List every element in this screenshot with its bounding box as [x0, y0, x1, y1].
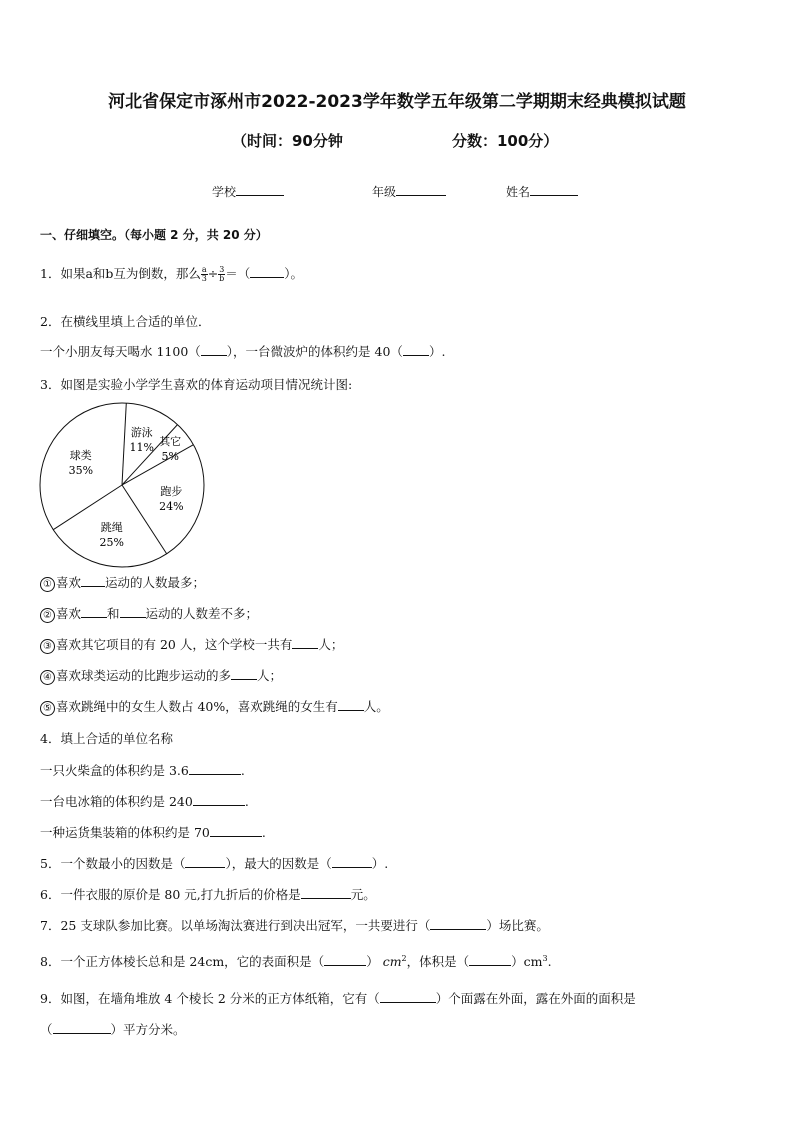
answer-blank[interactable]: [380, 991, 436, 1003]
question-2-line-2: 一个小朋友每天喝水 1100（ ），一台微波炉的体积约是 40（ ）.: [40, 344, 446, 359]
exam-time: （时间：90分钟: [232, 132, 343, 150]
answer-blank[interactable]: [81, 575, 105, 587]
pie-label-category: 球类: [69, 449, 92, 463]
pie-label-percent: 5%: [161, 449, 179, 463]
question-3-sub-1: ① 喜欢 运动的人数最多；: [40, 573, 205, 592]
answer-blank[interactable]: [193, 794, 245, 806]
answer-blank[interactable]: [469, 954, 511, 966]
answer-blank[interactable]: [210, 825, 262, 837]
question-8: 8．一个正方体棱长总和是 24cm，它的表面积是（ ） $cm^2$，体积是（ ）$cm^3$.: [40, 953, 552, 969]
question-7: 7．25 支球队参加比赛。以单场淘汰赛进行到决出冠军，一共要进行（ ）场比赛。: [40, 918, 549, 933]
question-4-c: 一种运货集装箱的体积约是 70 .: [40, 825, 266, 840]
answer-blank[interactable]: [250, 266, 284, 278]
question-3-sub-2: ② 喜欢 和 运动的人数差不多；: [40, 604, 258, 623]
question-4-b: 一台电冰箱的体积约是 240 .: [40, 794, 249, 809]
question-2: 2．在横线里填上合适的单位．: [40, 314, 211, 329]
answer-blank[interactable]: [332, 856, 372, 868]
question-3: 3．如图是实验小学学生喜欢的体育运动项目情况统计图:: [40, 377, 353, 392]
question-1: 1．如果a和b互为倒数，那么 $\frac{a}{3}$ ÷ $\frac{3}{b}$ ＝（ ）。: [40, 265, 304, 283]
question-4-a: 一只火柴盒的体积约是 3.6 .: [40, 763, 245, 778]
answer-blank[interactable]: [338, 699, 364, 711]
answer-blank[interactable]: [301, 887, 351, 899]
answer-blank[interactable]: [430, 918, 486, 930]
answer-blank[interactable]: [231, 668, 257, 680]
question-3-sub-5: ⑤ 喜欢跳绳中的女生人数占 40%，喜欢跳绳的女生有 人。: [40, 697, 389, 716]
question-9: 9．如图，在墙角堆放 4 个棱长 2 分米的正方体纸箱，它有（ ）个面露在外面，露在外面的面积是: [40, 991, 636, 1006]
pie-label-category: 其它: [159, 434, 182, 448]
answer-blank[interactable]: [53, 1022, 111, 1034]
pie-label-percent: 35%: [68, 464, 94, 478]
page-title: 河北省保定市涿州市2022-2023学年数学五年级第二学期期末经典模拟试题: [108, 92, 686, 112]
question-4: 4．填上合适的单位名称: [40, 731, 173, 746]
section-heading: 一、仔细填空。（每小题 2 分，共 20 分）: [40, 228, 268, 242]
pie-label-percent: 25%: [99, 536, 124, 550]
pie-slice-游泳: [122, 403, 126, 485]
question-3-sub-3: ③ 喜欢其它项目的有 20 人，这个学校一共有 人；: [40, 635, 343, 654]
answer-blank[interactable]: [189, 763, 241, 775]
pie-label-percent: 11%: [129, 441, 154, 455]
name-field[interactable]: 姓名: [506, 183, 578, 200]
exam-score: 分数：100分）: [452, 132, 559, 150]
answer-blank[interactable]: [201, 344, 227, 356]
answer-blank[interactable]: [81, 606, 107, 618]
fraction-3-over-b: $\frac{3}{b}$: [219, 265, 225, 283]
answer-blank[interactable]: [324, 954, 366, 966]
question-9-line-2: （ ）平方分米。: [40, 1022, 186, 1037]
pie-label-percent: 24%: [159, 500, 184, 514]
pie-label-category: 跑步: [160, 485, 183, 499]
grade-field[interactable]: 年级: [372, 183, 446, 200]
school-field[interactable]: 学校: [212, 183, 284, 200]
answer-blank[interactable]: [120, 606, 146, 618]
fraction-a-over-3: $\frac{a}{3}$: [201, 265, 207, 283]
pie-label-category: 游泳: [130, 426, 153, 440]
answer-blank[interactable]: [185, 856, 225, 868]
question-5: 5．一个数最小的因数是（ ），最大的因数是（ ）.: [40, 856, 389, 871]
question-6: 6．一件衣服的原价是 80 元,打九折后的价格是 元。: [40, 887, 376, 902]
answer-blank[interactable]: [292, 637, 318, 649]
answer-blank[interactable]: [403, 344, 429, 356]
question-3-sub-4: ④ 喜欢球类运动的比跑步运动的多 人；: [40, 666, 282, 685]
pie-label-category: 跳绳: [100, 521, 123, 535]
pie-chart: [30, 400, 220, 570]
